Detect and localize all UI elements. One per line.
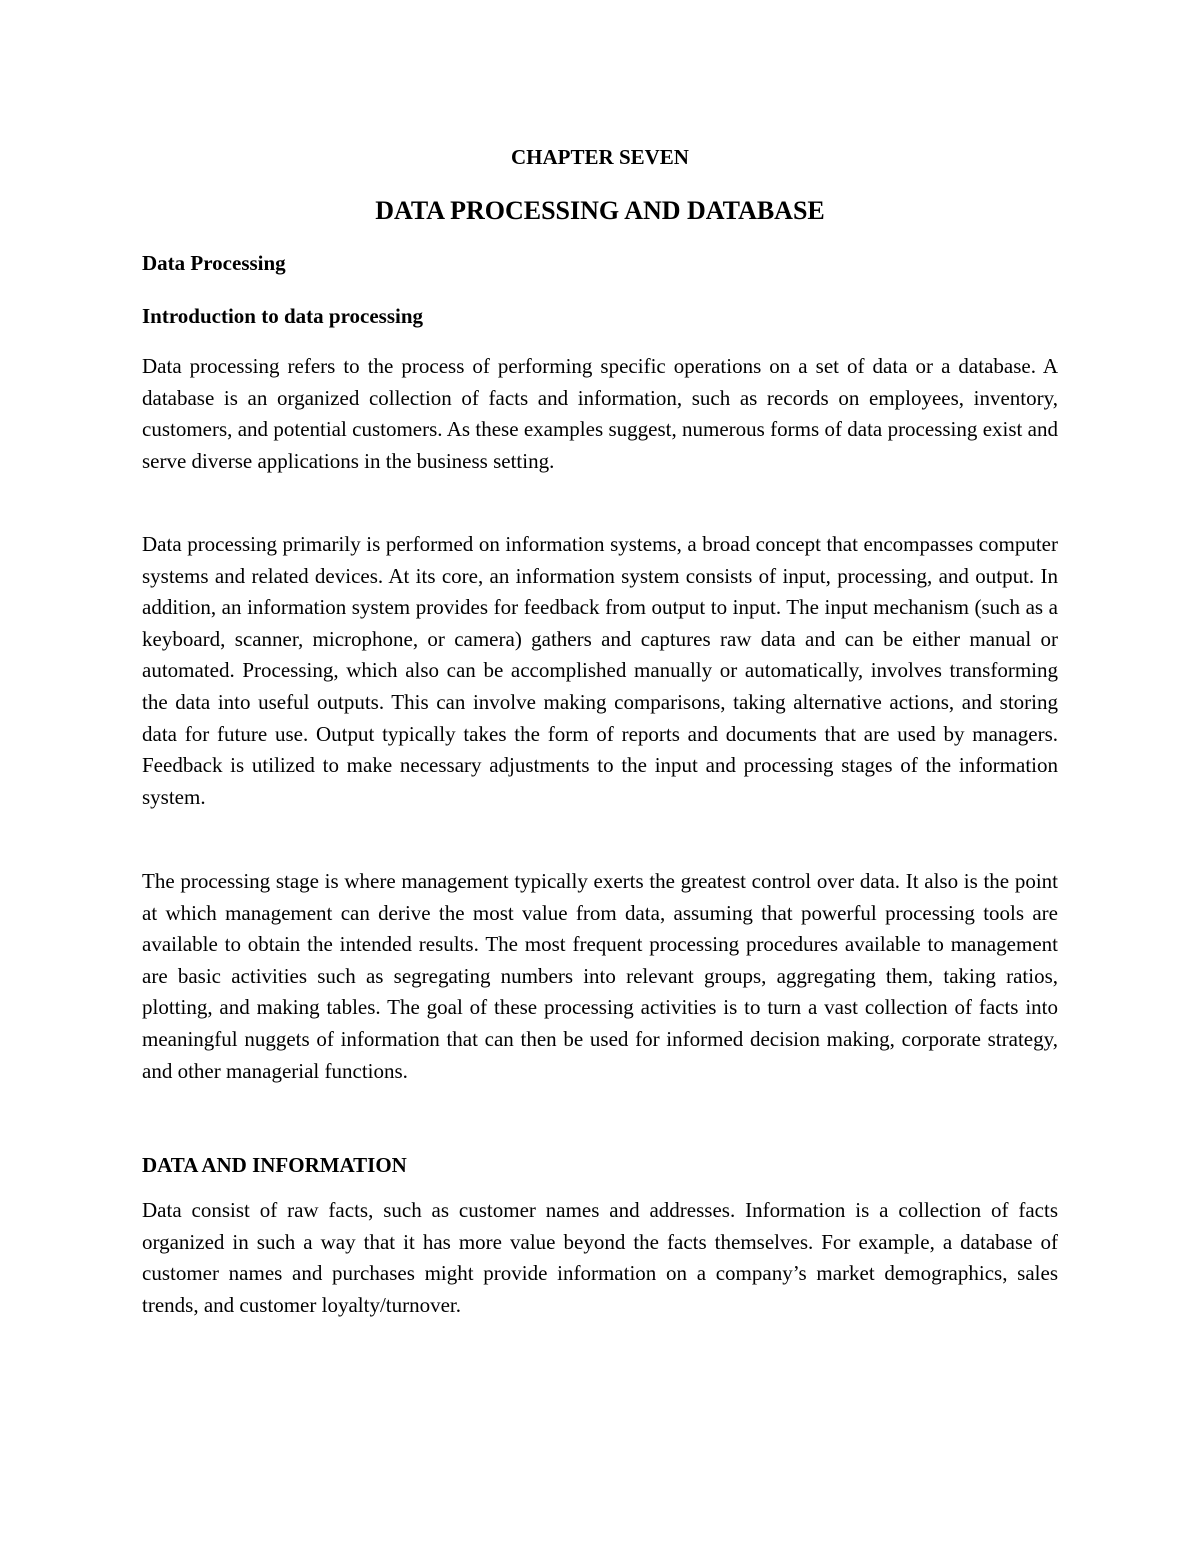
paragraph-intro: Data processing refers to the process of performing specific operations on a set of data or a database. A database is an organized collection of facts and information, such as records on employees, inventory, customers, and potential customers. As these examples suggest, numerous forms of data processing exist and serve diverse applications in the business setting.: [142, 354, 1058, 473]
paragraph-information-systems: Data processing primarily is performed on information systems, a broad concept that encompasses computer systems and related devices. At its core, an information system consists of input, processing, and output. In addition, an information system provides for feedback from output to input. The input mechanism (such as a keyboard, scanner, microphone, or camera) gathers and captures raw data and can be either manual or automated. Processing, which also can be accomplished manually or automatically, involves transforming the data into useful outputs. This can involve making comparisons, taking alternative actions, and storing data for future use. Output typically takes the form of reports and documents that are used by managers. Feedback is utilized to make necessary adjustments to the input and processing stages of the information system.: [142, 532, 1058, 809]
paragraph-data-information: Data consist of raw facts, such as customer names and addresses. Information is a collection of facts organized in such a way that it has more value beyond the facts themselves. For example, a database of customer names and purchases might provide information on a company’s market demographics, sales trends, and customer loyalty/turnover.: [142, 1198, 1058, 1317]
chapter-label: CHAPTER SEVEN: [511, 145, 689, 169]
subsection-heading: Introduction to data processing: [142, 304, 424, 328]
paragraph-processing-stage: The processing stage is where management typically exerts the greatest control over data. It also is the point at which management can derive the most value from data, assuming that powerful processing tools are available to obtain the intended results. The most frequent processing procedures available to management are basic activities such as segregating numbers into relevant groups, aggregating them, taking ratios, plotting, and making tables. The goal of these processing activities is to turn a vast collection of facts into meaningful nuggets of information that can then be used for informed decision making, corporate strategy, and other managerial functions.: [142, 869, 1058, 1083]
section-heading: Data Processing: [142, 251, 286, 275]
document-title: DATA PROCESSING AND DATABASE: [375, 196, 825, 225]
data-information-heading: DATA AND INFORMATION: [142, 1153, 407, 1177]
